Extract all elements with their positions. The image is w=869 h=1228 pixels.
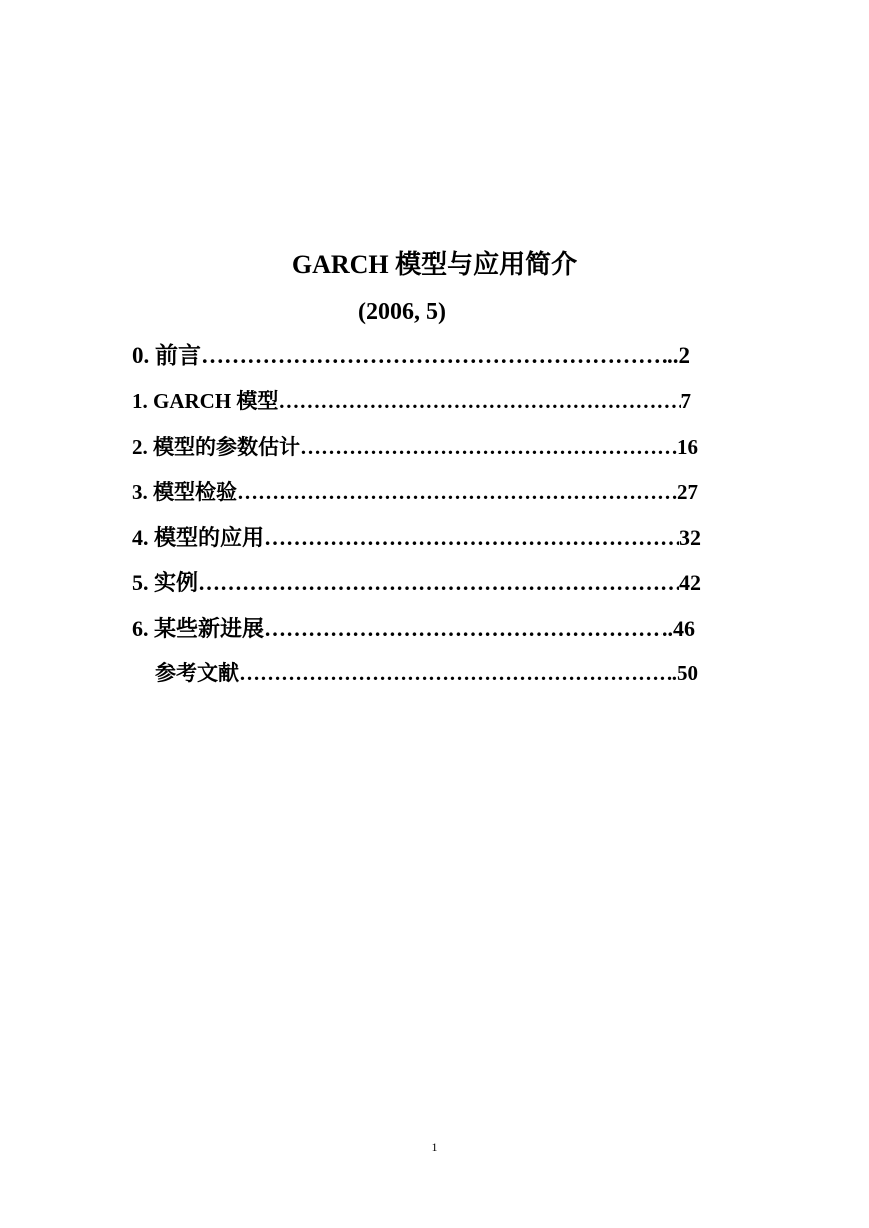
toc-entry bbox=[155, 658, 698, 688]
toc-entry bbox=[132, 522, 701, 553]
document-date: (2006, 5) bbox=[358, 299, 446, 325]
toc-dot-leader bbox=[300, 432, 677, 462]
toc-dot-leader bbox=[201, 340, 667, 372]
toc-dot-leader bbox=[264, 522, 679, 553]
toc-entry-page: ..2 bbox=[667, 343, 690, 368]
toc-entry bbox=[132, 432, 698, 462]
toc-entry bbox=[132, 567, 701, 598]
toc-entry-label: 0. 前言 bbox=[132, 343, 201, 368]
toc-entry-label: 2. 模型的参数估计 bbox=[132, 435, 300, 459]
toc-entry-label: 3. 模型检验 bbox=[132, 480, 237, 504]
toc-entry-label: 参考文献 bbox=[155, 661, 239, 685]
toc-entry-label: 5. 实例 bbox=[132, 570, 199, 595]
toc-entry bbox=[132, 477, 698, 507]
toc-dot-leader bbox=[198, 567, 679, 598]
toc-entry-label: 4. 模型的应用 bbox=[132, 525, 265, 550]
toc-entry bbox=[132, 340, 690, 372]
toc-entry-page: 7 bbox=[680, 389, 691, 413]
toc-entry-label: 1. GARCH 模型 bbox=[132, 389, 279, 413]
toc-entry-page: 32 bbox=[679, 525, 701, 550]
toc-entry-label: 6. 某些新进展 bbox=[132, 616, 265, 641]
document-title: GARCH 模型与应用简介 bbox=[291, 250, 578, 279]
toc-dot-leader bbox=[237, 477, 677, 507]
toc-entry-page: 16 bbox=[677, 435, 698, 459]
page-number: 1 bbox=[431, 1140, 438, 1154]
toc-entry bbox=[132, 386, 691, 416]
toc-entry bbox=[132, 613, 695, 644]
toc-dot-leader bbox=[239, 658, 672, 688]
toc-entry-page: .50 bbox=[671, 661, 698, 685]
toc-entry-page: ..46 bbox=[662, 616, 695, 641]
toc-entry-page: 27 bbox=[677, 480, 698, 504]
toc-entry-page: 42 bbox=[679, 570, 701, 595]
toc-dot-leader bbox=[264, 613, 662, 644]
toc-dot-leader bbox=[278, 386, 680, 416]
